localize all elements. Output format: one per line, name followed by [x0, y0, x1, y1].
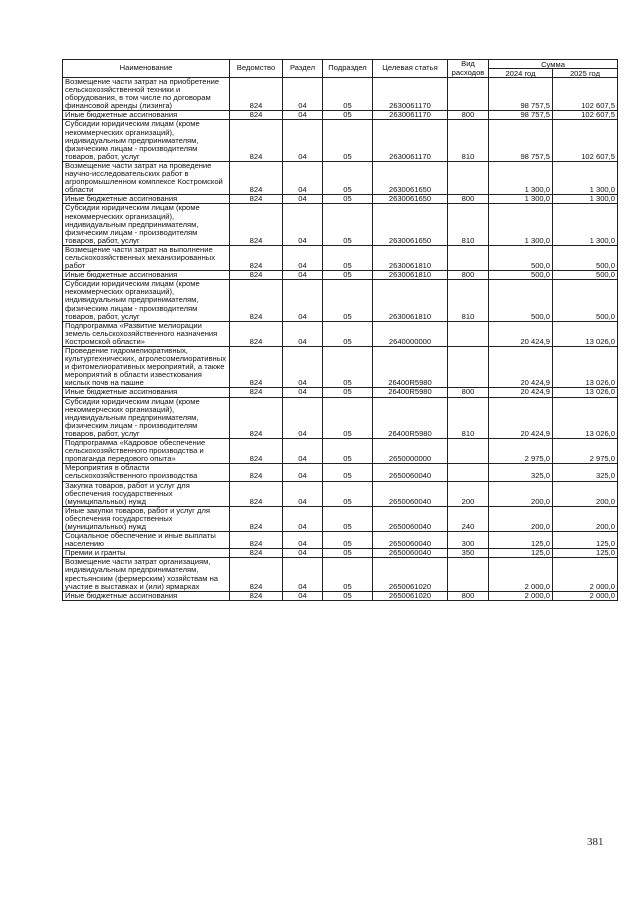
row-expense-type: 800 [448, 111, 489, 120]
table-row [63, 558, 618, 591]
row-dept: 824 [230, 271, 283, 280]
row-name: Субсидии юридическим лицам (кроме некоммерческих организаций), индивидуальным предпринимателям, физическим лицам - производителям товаров, работ, услуг [63, 397, 230, 438]
table-row [63, 204, 618, 245]
row-value-2025: 125,0 [553, 532, 618, 549]
row-expense-type: 810 [448, 397, 489, 438]
row-value-2024: 98 757,5 [489, 111, 553, 120]
row-name: Возмещение части затрат на выполнение сельскохозяйственных механизированных работ [63, 245, 230, 270]
row-value-2025: 13 026,0 [553, 347, 618, 388]
table-row [63, 280, 618, 321]
row-value-2025: 2 000,0 [553, 558, 618, 591]
row-value-2024: 125,0 [489, 532, 553, 549]
table-row [63, 321, 618, 346]
row-dept: 824 [230, 111, 283, 120]
row-section: 04 [283, 347, 323, 388]
row-subsection: 05 [323, 591, 373, 600]
row-subsection: 05 [323, 195, 373, 204]
row-expense-type: 800 [448, 271, 489, 280]
row-subsection: 05 [323, 558, 373, 591]
header-article: Целевая статья [373, 60, 448, 78]
row-value-2025: 325,0 [553, 464, 618, 481]
row-article: 2650000000 [373, 439, 448, 464]
row-subsection: 05 [323, 161, 373, 194]
row-dept: 824 [230, 558, 283, 591]
row-dept: 824 [230, 506, 283, 531]
row-value-2024: 500,0 [489, 280, 553, 321]
row-dept: 824 [230, 388, 283, 397]
row-article: 2640000000 [373, 321, 448, 346]
row-value-2025: 102 607,5 [553, 120, 618, 161]
row-section: 04 [283, 591, 323, 600]
row-subsection: 05 [323, 347, 373, 388]
table-row [63, 506, 618, 531]
row-article: 2630061650 [373, 204, 448, 245]
row-dept: 824 [230, 195, 283, 204]
row-value-2024: 2 000,0 [489, 558, 553, 591]
row-name: Иные бюджетные ассигнования [63, 271, 230, 280]
header-dept: Ведомство [230, 60, 283, 78]
row-value-2024: 200,0 [489, 506, 553, 531]
row-dept: 824 [230, 204, 283, 245]
row-name: Премии и гранты [63, 549, 230, 558]
row-value-2025: 2 975,0 [553, 439, 618, 464]
row-article: 2630061650 [373, 195, 448, 204]
table-row [63, 439, 618, 464]
row-article: 26400R5980 [373, 397, 448, 438]
row-expense-type [448, 558, 489, 591]
row-name: Возмещение части затрат на проведение научно-исследовательских работ в агропромышленном комплексе Костромской области [63, 161, 230, 194]
row-expense-type: 800 [448, 388, 489, 397]
row-section: 04 [283, 321, 323, 346]
row-dept: 824 [230, 245, 283, 270]
row-name: Субсидии юридическим лицам (кроме некоммерческих организаций), индивидуальным предпринимателям, физическим лицам - производителям товаров, работ, услуг [63, 280, 230, 321]
row-article: 2630061170 [373, 111, 448, 120]
row-subsection: 05 [323, 280, 373, 321]
header-name: Наименование [63, 60, 230, 78]
table-row [63, 532, 618, 549]
row-value-2024: 20 424,9 [489, 347, 553, 388]
row-name: Социальное обеспечение и иные выплаты населению [63, 532, 230, 549]
row-dept: 824 [230, 532, 283, 549]
row-section: 04 [283, 111, 323, 120]
row-article: 2650061020 [373, 591, 448, 600]
row-section: 04 [283, 280, 323, 321]
row-section: 04 [283, 464, 323, 481]
table-row [63, 549, 618, 558]
row-subsection: 05 [323, 464, 373, 481]
row-article: 2630061810 [373, 245, 448, 270]
row-name: Иные бюджетные ассигнования [63, 195, 230, 204]
row-name: Возмещение части затрат организациям, индивидуальным предпринимателям, крестьянским (фермерским) хозяйствам на участие в выставках и (или) ярмарках [63, 558, 230, 591]
row-dept: 824 [230, 280, 283, 321]
row-value-2025: 200,0 [553, 481, 618, 506]
table-body [63, 78, 618, 601]
row-value-2024: 500,0 [489, 245, 553, 270]
row-subsection: 05 [323, 245, 373, 270]
row-article: 2630061170 [373, 78, 448, 111]
row-value-2025: 13 026,0 [553, 388, 618, 397]
row-value-2024: 125,0 [489, 549, 553, 558]
row-dept: 824 [230, 120, 283, 161]
row-value-2025: 1 300,0 [553, 204, 618, 245]
row-value-2024: 1 300,0 [489, 204, 553, 245]
row-section: 04 [283, 558, 323, 591]
row-value-2025: 102 607,5 [553, 111, 618, 120]
row-section: 04 [283, 481, 323, 506]
row-value-2025: 13 026,0 [553, 397, 618, 438]
row-subsection: 05 [323, 388, 373, 397]
row-value-2024: 2 000,0 [489, 591, 553, 600]
row-expense-type: 300 [448, 532, 489, 549]
row-expense-type [448, 78, 489, 111]
row-subsection: 05 [323, 506, 373, 531]
row-value-2024: 2 975,0 [489, 439, 553, 464]
row-subsection: 05 [323, 321, 373, 346]
table-row [63, 347, 618, 388]
row-expense-type [448, 161, 489, 194]
row-subsection: 05 [323, 549, 373, 558]
row-value-2025: 102 607,5 [553, 78, 618, 111]
budget-table [62, 59, 618, 601]
table-row [63, 271, 618, 280]
row-value-2025: 1 300,0 [553, 161, 618, 194]
row-dept: 824 [230, 78, 283, 111]
row-expense-type: 810 [448, 120, 489, 161]
header-subsection: Подраздел [323, 60, 373, 78]
row-value-2025: 500,0 [553, 245, 618, 270]
table-row [63, 388, 618, 397]
row-subsection: 05 [323, 78, 373, 111]
row-section: 04 [283, 271, 323, 280]
row-value-2024: 98 757,5 [489, 78, 553, 111]
row-value-2024: 98 757,5 [489, 120, 553, 161]
row-expense-type: 800 [448, 195, 489, 204]
row-dept: 824 [230, 321, 283, 346]
row-section: 04 [283, 245, 323, 270]
table-row [63, 111, 618, 120]
row-expense-type: 200 [448, 481, 489, 506]
table-row [63, 161, 618, 194]
row-value-2024: 325,0 [489, 464, 553, 481]
header-2025: 2025 год [553, 69, 618, 78]
row-article: 2630061170 [373, 120, 448, 161]
row-section: 04 [283, 195, 323, 204]
row-value-2025: 2 000,0 [553, 591, 618, 600]
row-name: Мероприятия в области сельскохозяйственного производства [63, 464, 230, 481]
row-name: Иные бюджетные ассигнования [63, 388, 230, 397]
table-row [63, 120, 618, 161]
row-name: Проведение гидромелиоративных, культуртехнических, агролесомелиоративных и фитомелиоративных мероприятий, а также мероприятий в области известкования кислых почв на пашне [63, 347, 230, 388]
row-subsection: 05 [323, 439, 373, 464]
row-expense-type: 800 [448, 591, 489, 600]
row-name: Возмещение части затрат на приобретение сельскохозяйственной техники и оборудования, в том числе по договорам финансовой аренды (лизинга) [63, 78, 230, 111]
row-article: 2650061020 [373, 558, 448, 591]
row-name: Иные закупки товаров, работ и услуг для обеспечения государственных (муниципальных) нужд [63, 506, 230, 531]
row-section: 04 [283, 439, 323, 464]
header-2024: 2024 год [489, 69, 553, 78]
row-article: 2650060040 [373, 506, 448, 531]
row-dept: 824 [230, 549, 283, 558]
row-subsection: 05 [323, 397, 373, 438]
row-subsection: 05 [323, 481, 373, 506]
table-row [63, 591, 618, 600]
row-article: 2650060040 [373, 481, 448, 506]
row-subsection: 05 [323, 120, 373, 161]
row-subsection: 05 [323, 532, 373, 549]
row-name: Подпрограмма «Кадровое обеспечение сельскохозяйственного производства и пропаганда передового опыта» [63, 439, 230, 464]
row-section: 04 [283, 388, 323, 397]
header-sum: Сумма [489, 60, 618, 69]
row-dept: 824 [230, 464, 283, 481]
row-article: 26400R5980 [373, 388, 448, 397]
row-name: Субсидии юридическим лицам (кроме некоммерческих организаций), индивидуальным предпринимателям, физическим лицам - производителям товаров, работ, услуг [63, 204, 230, 245]
row-value-2025: 500,0 [553, 280, 618, 321]
row-value-2024: 20 424,9 [489, 388, 553, 397]
row-dept: 824 [230, 397, 283, 438]
row-article: 2650060040 [373, 549, 448, 558]
row-subsection: 05 [323, 204, 373, 245]
header-section: Раздел [283, 60, 323, 78]
row-name: Иные бюджетные ассигнования [63, 591, 230, 600]
row-expense-type: 350 [448, 549, 489, 558]
table-row [63, 78, 618, 111]
row-expense-type [448, 347, 489, 388]
row-value-2024: 200,0 [489, 481, 553, 506]
row-expense-type [448, 245, 489, 270]
row-section: 04 [283, 161, 323, 194]
row-value-2025: 1 300,0 [553, 195, 618, 204]
table-row [63, 397, 618, 438]
row-name: Закупка товаров, работ и услуг для обеспечения государственных (муниципальных) нужд [63, 481, 230, 506]
table-row [63, 195, 618, 204]
row-dept: 824 [230, 591, 283, 600]
row-subsection: 05 [323, 111, 373, 120]
row-name: Подпрограмма «Развитие мелиорации земель сельскохозяйственного назначения Костромской области» [63, 321, 230, 346]
table-row [63, 481, 618, 506]
row-value-2025: 13 026,0 [553, 321, 618, 346]
row-subsection: 05 [323, 271, 373, 280]
table-row [63, 245, 618, 270]
row-expense-type: 810 [448, 280, 489, 321]
row-value-2025: 200,0 [553, 506, 618, 531]
row-value-2024: 1 300,0 [489, 161, 553, 194]
row-dept: 824 [230, 481, 283, 506]
row-article: 2650060040 [373, 532, 448, 549]
row-section: 04 [283, 120, 323, 161]
row-expense-type: 240 [448, 506, 489, 531]
row-section: 04 [283, 397, 323, 438]
row-dept: 824 [230, 161, 283, 194]
row-section: 04 [283, 532, 323, 549]
row-value-2024: 20 424,9 [489, 397, 553, 438]
row-name: Субсидии юридическим лицам (кроме некоммерческих организаций), индивидуальным предпринимателям, физическим лицам - производителям товаров, работ, услуг [63, 120, 230, 161]
row-name: Иные бюджетные ассигнования [63, 111, 230, 120]
row-article: 2630061810 [373, 280, 448, 321]
row-article: 2650060040 [373, 464, 448, 481]
row-value-2024: 500,0 [489, 271, 553, 280]
row-value-2025: 125,0 [553, 549, 618, 558]
row-expense-type [448, 439, 489, 464]
row-value-2024: 20 424,9 [489, 321, 553, 346]
row-value-2025: 500,0 [553, 271, 618, 280]
row-dept: 824 [230, 439, 283, 464]
row-section: 04 [283, 549, 323, 558]
row-article: 2630061810 [373, 271, 448, 280]
row-expense-type [448, 321, 489, 346]
header-expense-type: Вид расходов [448, 60, 489, 78]
row-article: 2630061650 [373, 161, 448, 194]
row-section: 04 [283, 78, 323, 111]
table-row [63, 464, 618, 481]
row-value-2024: 1 300,0 [489, 195, 553, 204]
row-expense-type [448, 464, 489, 481]
page-number: 381 [587, 836, 604, 848]
row-dept: 824 [230, 347, 283, 388]
row-section: 04 [283, 506, 323, 531]
row-article: 26400R5980 [373, 347, 448, 388]
row-expense-type: 810 [448, 204, 489, 245]
row-section: 04 [283, 204, 323, 245]
